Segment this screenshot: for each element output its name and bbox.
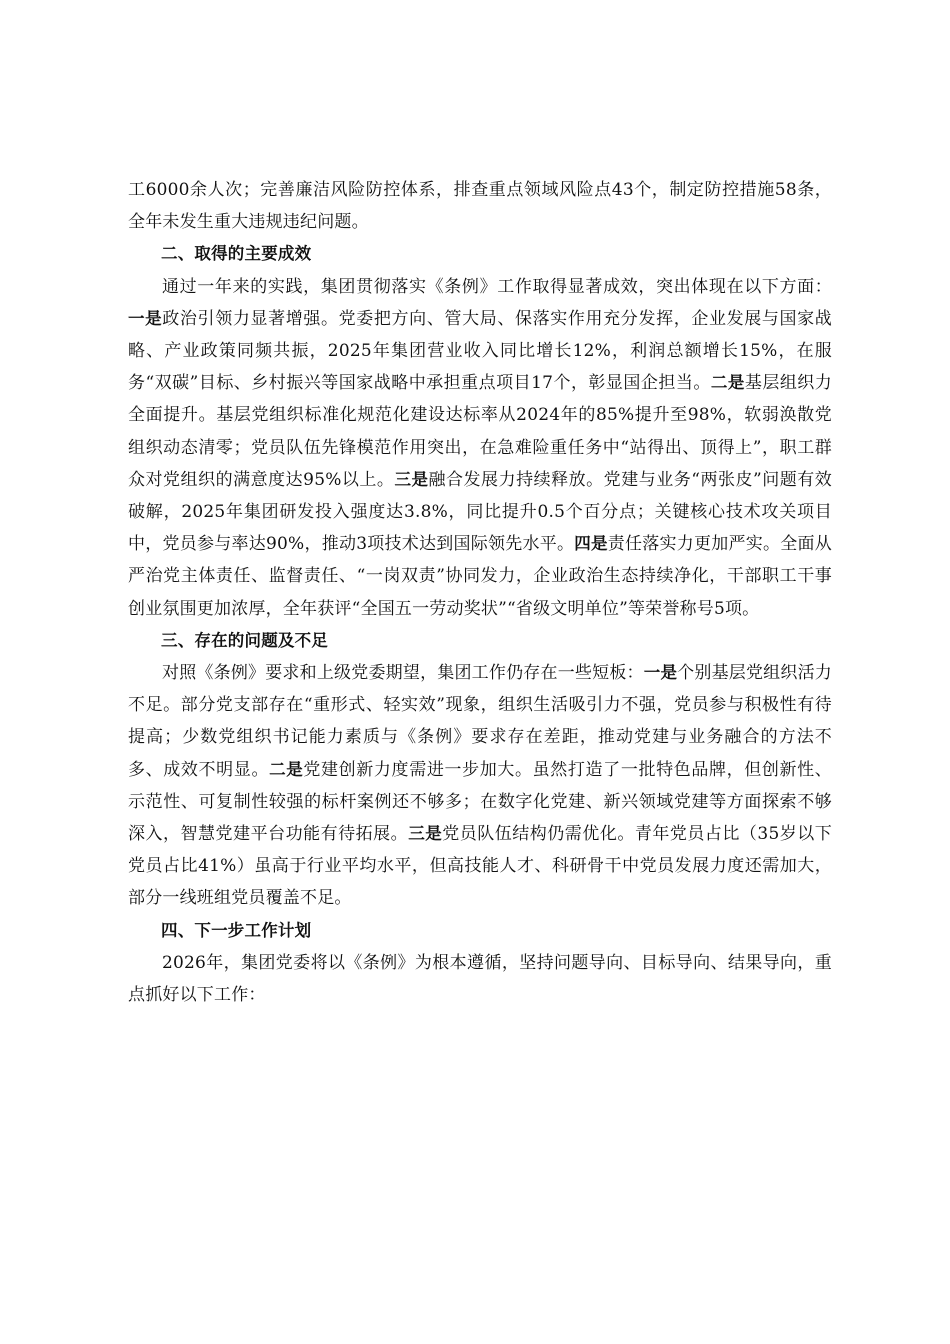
paragraph-text: 对照《条例》要求和上级党委期望，集团工作仍存在一些短板： <box>162 663 644 684</box>
paragraph-continued <box>128 174 832 238</box>
document-body <box>128 174 832 1011</box>
bold-marker: 三是 <box>394 469 429 489</box>
paragraph-achievements <box>128 271 832 625</box>
section-heading-next-steps: 四、下一步工作计划 <box>161 920 312 940</box>
bold-marker: 四是 <box>574 534 608 554</box>
paragraph-text: 2026年，集团党委将以《条例》为根本遵循，坚持问题导向、目标导向、结果导向，重点抓好以下工作： <box>128 952 832 1006</box>
section-heading-achievements: 二、取得的主要成效 <box>161 244 312 264</box>
bold-marker: 二是 <box>710 373 745 393</box>
paragraph-text: 工6000余人次；完善廉洁风险防控体系，排查重点领域风险点43个，制定防控措施58条，全年未发生重大违规违纪问题。 <box>128 180 832 233</box>
paragraph-text: 融合发展力持续释放。党建与业务“两张皮”问题有效破解，2025年集团研发投入强度达3.8%，同比提升0.5个百分点；关键核心技术攻关项目中，党员参与率达90%，推动3项技术达到国际领先水平。 <box>128 469 832 555</box>
paragraph-text: 责任落实力更加严实。全面从严治党主体责任、监督责任、“一岗双责”协同发力，企业政治生态持续净化，干部职工干事创业氛围更加浓厚，全年获评“全国五一劳动奖状”“省级文明单位”等荣誉称号5项。 <box>128 534 833 619</box>
bold-marker: 二是 <box>269 759 304 779</box>
paragraph-text: 通过一年来的实践，集团贯彻落实《条例》工作取得显著成效，突出体现在以下方面： <box>162 276 832 297</box>
paragraph-problems <box>128 657 832 915</box>
paragraph-text: 基层组织力全面提升。基层党组织标准化规范化建设达标率从2024年的85%提升至98%，软弱涣散党组织动态清零；党员队伍先锋模范作用突出，在急难险重任务中“站得出、顶得上”，职工群众对党组织的满意度达95%以上。 <box>128 373 833 490</box>
bold-marker: 一是 <box>643 663 678 683</box>
section-heading-problems: 三、存在的问题及不足 <box>161 630 328 650</box>
bold-marker: 一是 <box>128 308 163 328</box>
paragraph-text: 党建创新力度需进一步加大。虽然打造了一批特色品牌，但创新性、示范性、可复制性较强的标杆案例还不够多；在数字化党建、新兴领域党建等方面探索不够深入，智慧党建平台功能有待拓展。 <box>128 759 833 845</box>
paragraph-text: 个别基层党组织活力不足。部分党支部存在“重形式、轻实效”现象，组织生活吸引力不强，党员参与积极性有待提高；少数党组织书记能力素质与《条例》要求存在差距，推动党建与业务融合的方法不多、成效不明显。 <box>128 663 832 780</box>
paragraph-text: 政治引领力显著增强。党委把方向、管大局、保落实作用充分发挥，企业发展与国家战略、产业政策同频共振，2025年集团营业收入同比增长12%，利润总额增长15%，在服务“双碳”目标、乡村振兴等国家战略中承担重点项目17个，彰显国企担当。 <box>128 308 832 394</box>
paragraph-text: 党员队伍结构仍需优化。青年党员占比（35岁以下党员占比41%）虽高于行业平均水平，但高技能人才、科研骨干中党员发展力度还需加大，部分一线班组党员覆盖不足。 <box>128 824 832 909</box>
paragraph-next-steps <box>128 947 832 1011</box>
bold-marker: 三是 <box>408 824 443 844</box>
